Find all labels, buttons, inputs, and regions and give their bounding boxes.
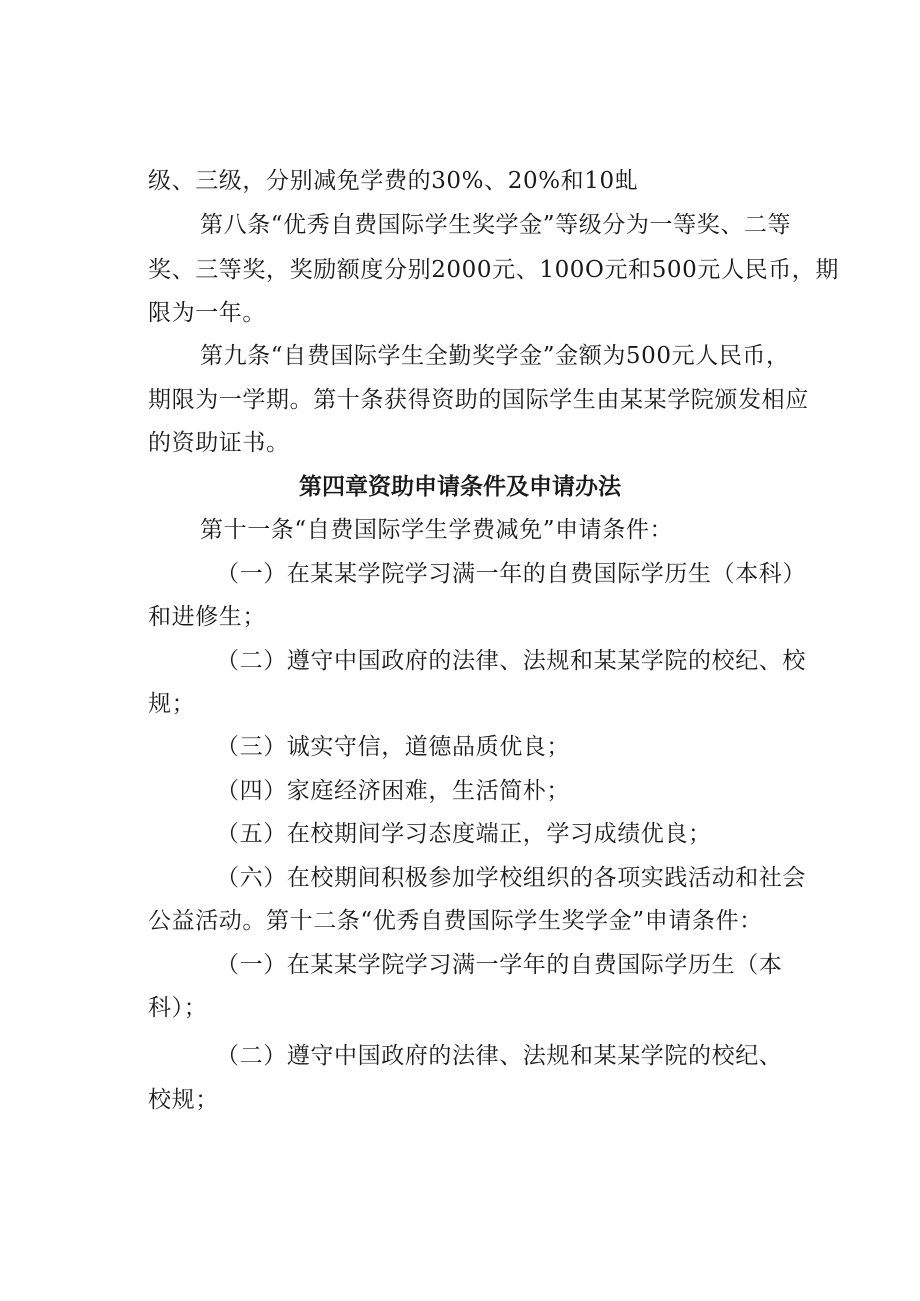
article-9-line: 第九条“自费国际学生全勤奖学金”金额为500元人民币， xyxy=(200,343,790,369)
paragraph-line: 校规； xyxy=(148,1087,219,1113)
list-item-line: （二）遵守中国政府的法律、法规和某某学院的校纪、 xyxy=(216,1043,783,1069)
list-item-line: （三）诚实守信，道德品质优良； xyxy=(216,734,570,760)
paragraph-line: 级、三级，分别减免学费的30%、20%和10虬 xyxy=(148,168,639,194)
paragraph-line: 的资助证书。 xyxy=(148,430,290,456)
list-item-line: （一）在某某学院学习满一年的自费国际学历生（本科） xyxy=(216,561,806,587)
paragraph-line: 规； xyxy=(148,691,196,717)
list-item-line: （一）在某某学院学习满一学年的自费国际学历生（本 xyxy=(216,952,783,978)
paragraph-line: 公益活动。第十二条“优秀自费国际学生奖学金”申请条件： xyxy=(148,908,763,934)
article-11-line: 第十一条“自费国际学生学费减免”申请条件： xyxy=(200,517,674,543)
list-item-line: （四）家庭经济困难，生活简朴； xyxy=(216,778,570,804)
paragraph-line: 限为一年。 xyxy=(148,300,266,326)
list-item-line: （六）在校期间积极参加学校组织的各项实践活动和社会 xyxy=(216,865,806,891)
paragraph-line: 和进修生； xyxy=(148,604,266,630)
paragraph-line: 奖、三等奖，奖励额度分别2000元、100O元和500元人民币，期 xyxy=(148,257,839,283)
article-8-line: 第八条“优秀自费国际学生奖学金”等级分为一等奖、二等 xyxy=(200,212,792,238)
chapter-heading: 第四章资助申请条件及申请办法 xyxy=(299,474,621,500)
list-item-line: （五）在校期间学习态度端正，学习成绩优良； xyxy=(216,821,712,847)
paragraph-line: 科）； xyxy=(148,995,208,1021)
paragraph-line: 期限为一学期。第十条获得资助的国际学生由某某学院颁发相应 xyxy=(148,387,809,413)
list-item-line: （二）遵守中国政府的法律、法规和某某学院的校纪、校 xyxy=(216,648,806,674)
